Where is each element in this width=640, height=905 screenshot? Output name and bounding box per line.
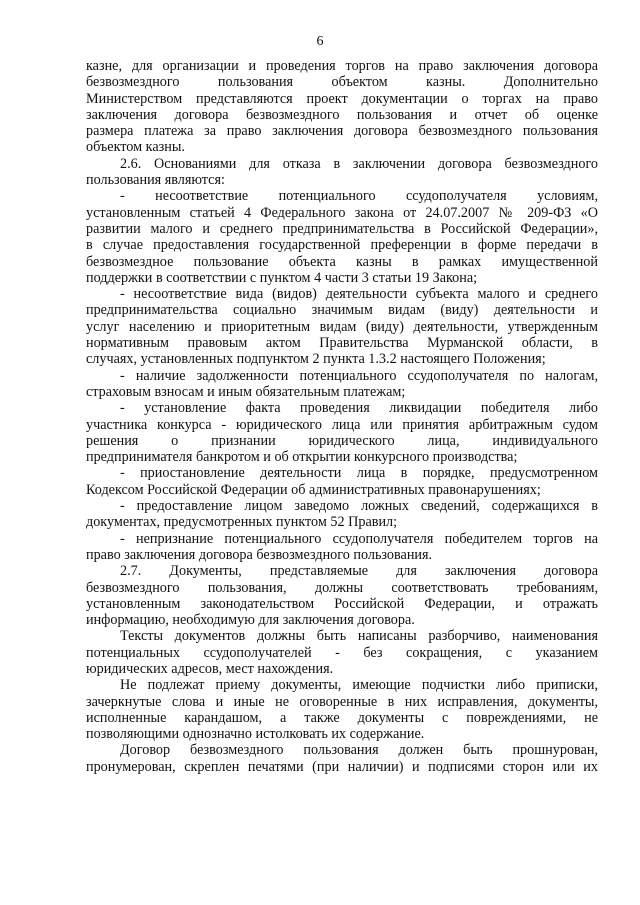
- text-line: - установление факта проведения ликвидации победителя либо: [120, 400, 598, 417]
- text-line: услуг населению и приоритетным видам (виду) деятельности, утвержденным: [86, 318, 598, 335]
- text-line: Договор безвозмездного пользования должен быть прошнурован,: [120, 742, 598, 759]
- text-line: пронумерован, скреплен печатями (при наличии) и подписями сторон или их: [86, 758, 598, 775]
- text-line: решения о признании юридического лица, индивидуального: [86, 432, 598, 449]
- text-line: установленным статьей 4 Федерального закона от 24.07.2007 № 209-ФЗ «О: [86, 204, 598, 221]
- text-line: исполненные карандашом, а также документы с повреждениями, не: [86, 709, 598, 726]
- text-line: потенциальных ссудополучателей - без сокращения, с указанием: [86, 644, 598, 661]
- text-line: документах, предусмотренных пунктом 52 Правил;: [86, 514, 398, 531]
- text-line: позволяющими однозначно истолковать их содержание.: [86, 726, 425, 743]
- text-line: страховым взносам и иным обязательным платежам;: [86, 383, 406, 400]
- text-line: - несоответствие потенциального ссудополучателя условиям,: [120, 188, 598, 205]
- text-line: нормативным правовым актом Правительства Мурманской области, в: [86, 335, 598, 352]
- document-body: [86, 58, 598, 775]
- text-line: зачеркнутые слова и иные не оговоренные в них исправления, документы,: [86, 693, 598, 710]
- text-line: размера платежа за право заключения договора безвозмездного пользования: [86, 123, 598, 140]
- text-line: 2.6. Основаниями для отказа в заключении договора безвозмездного: [120, 155, 598, 172]
- text-line: право заключения договора безвозмездного пользования.: [86, 546, 433, 563]
- text-line: объектом казны.: [86, 139, 185, 156]
- text-line: безвозмездное пользование объекта казны в рамках имущественной: [86, 253, 598, 270]
- text-line: предпринимателя банкротом и об открытии конкурсного производства;: [86, 449, 518, 466]
- text-line: участника конкурса - юридического лица или принятия арбитражным судом: [86, 416, 598, 433]
- page-number: 6: [316, 34, 324, 49]
- text-line: заключения договора безвозмездного пользования и отчет об оценке: [86, 106, 598, 123]
- text-line: случаях, установленных подпунктом 2 пункта 1.3.2 настоящего Положения;: [86, 351, 546, 368]
- text-line: установленным законодательством Российской Федерации, и отражать: [86, 595, 598, 612]
- text-line: юридических адресов, мест нахождения.: [86, 660, 334, 677]
- text-line: 2.7. Документы, представляемые для заключения договора: [120, 563, 598, 580]
- text-line: - приостановление деятельности лица в порядке, предусмотренном: [120, 465, 598, 482]
- text-line: безвозмездного пользования, должны соответствовать требованиям,: [86, 579, 598, 596]
- text-line: Кодексом Российской Федерации об административных правонарушениях;: [86, 481, 541, 498]
- text-line: пользования являются:: [86, 172, 225, 189]
- text-line: Министерством представляются проект документации о торгах на право: [86, 90, 598, 107]
- text-line: поддержки в соответствии с пунктом 4 части 3 статьи 19 Закона;: [86, 269, 478, 286]
- text-line: - предоставление лицом заведомо ложных сведений, содержащихся в: [120, 498, 598, 515]
- text-line: - наличие задолженности потенциального ссудополучателя по налогам,: [120, 367, 598, 384]
- text-line: - непризнание потенциального ссудополучателя победителем торгов на: [120, 530, 598, 547]
- text-line: информацию, необходимую для заключения договора.: [86, 612, 415, 629]
- text-line: Не подлежат приему документы, имеющие подчистки либо приписки,: [120, 677, 598, 694]
- text-line: казне, для организации и проведения торгов на право заключения договора: [86, 58, 598, 74]
- text-line: в случае предоставления государственной преференции в форме передачи в: [86, 237, 598, 254]
- text-line: безвозмездного пользования объектом казны. Дополнительно: [86, 74, 598, 91]
- text-line: развитии малого и среднего предпринимательства в Российской Федерации»,: [86, 220, 598, 237]
- text-line: - несоответствие вида (видов) деятельности субъекта малого и среднего: [120, 286, 598, 303]
- text-line: Тексты документов должны быть написаны разборчиво, наименования: [120, 628, 598, 645]
- text-line: предпринимательства социально значимым видам (виду) деятельности и: [86, 302, 598, 319]
